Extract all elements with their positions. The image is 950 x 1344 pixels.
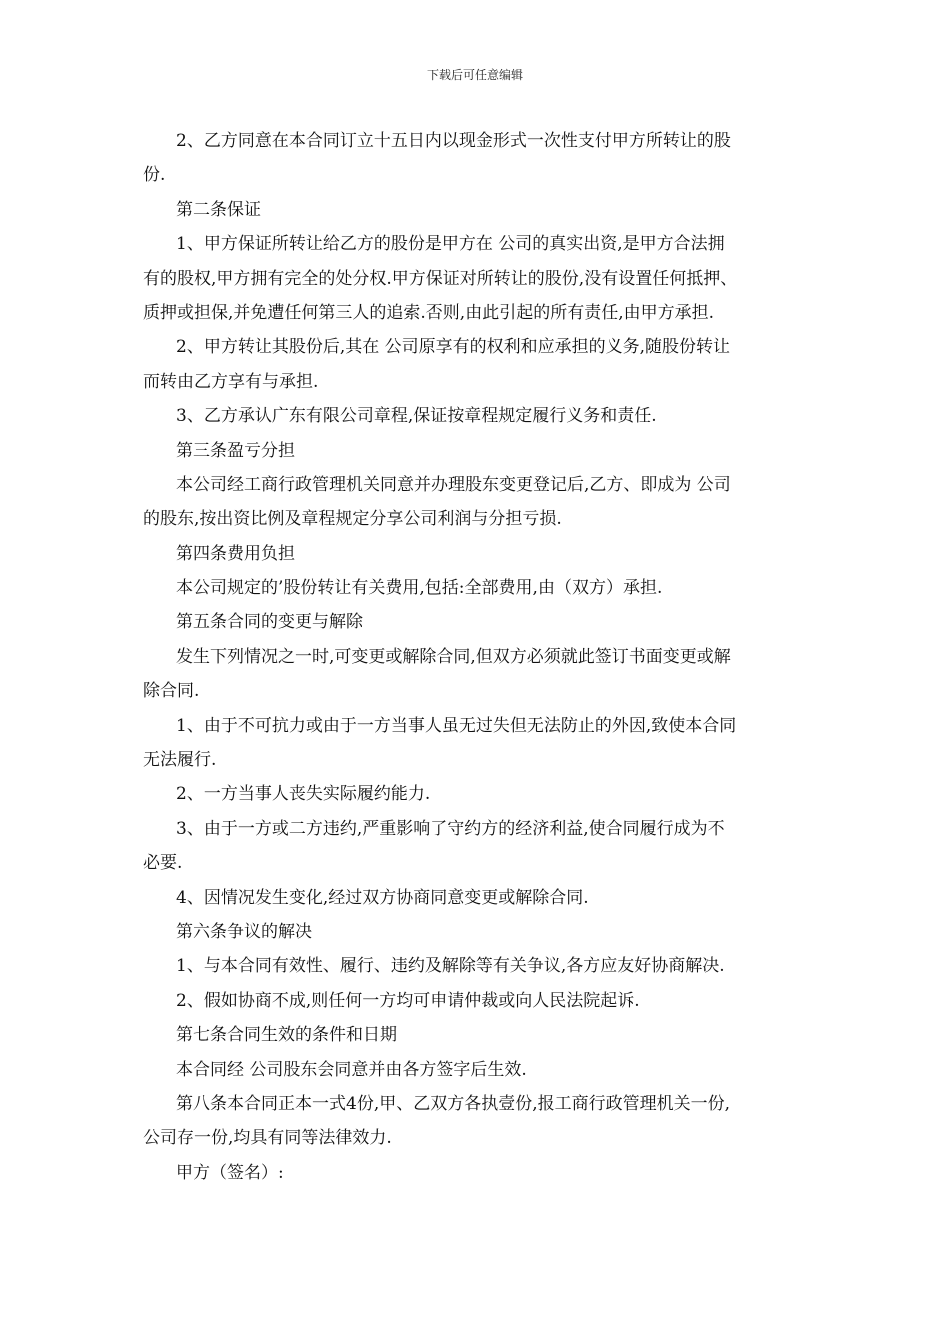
text-line: 的股东,按出资比例及章程规定分享公司利润与分担亏损. [143,509,562,530]
document-body [143,124,811,1190]
text-line: 公司存一份,均具有同等法律效力. [143,1128,392,1149]
text-line: 发生下列情况之一时,可变更或解除合同,但双方必须就此签订书面变更或解 [176,646,731,667]
text-line: 第七条合同生效的条件和日期 [176,1025,397,1046]
text-line: 除合同. [143,681,200,702]
text-line: 2、一方当事人丧失实际履约能力. [176,784,431,805]
text-line: 份. [143,165,166,186]
text-line: 质押或担保,并免遭任何第三人的追索.否则,由此引起的所有责任,由甲方承担. [143,302,715,323]
text-line: 第二条保证 [176,199,261,220]
text-line: 1、与本合同有效性、履行、违约及解除等有关争议,各方应友好协商解决. [176,956,725,977]
text-line: 1、甲方保证所转让给乙方的股份是甲方在 公司的真实出资,是甲方合法拥 [176,234,725,255]
text-line: 2、乙方同意在本合同订立十五日内以现金形式一次性支付甲方所转让的股 [176,131,731,151]
text-line: 2、假如协商不成,则任何一方均可申请仲裁或向人民法院起诉. [176,990,640,1011]
text-line: 甲方（签名）: [176,1162,284,1183]
text-line: 3、乙方承认广东有限公司章程,保证按章程规定履行义务和责任. [176,406,657,427]
text-line: 第八条本合同正本一式4份,甲、乙双方各执壹份,报工商行政管理机关一份, [176,1093,731,1114]
page-header: 下载后可任意编辑 [426,68,523,82]
text-line: 有的股权,甲方拥有完全的处分权.甲方保证对所转让的股份,没有设置任何抵押、 [143,268,738,289]
text-line: 1、由于不可抗力或由于一方当事人虽无过失但无法防止的外因,致使本合同 [176,715,737,736]
text-line: 无法履行. [143,750,217,771]
text-line: 第五条合同的变更与解除 [176,612,363,633]
text-line: 本公司规定的’股份转让有关费用,包括:全部费用,由（双方）承担. [176,578,663,599]
text-line: 3、由于一方或二方违约,严重影响了守约方的经济利益,使合同履行成为不 [176,818,725,839]
text-line: 4、因情况发生变化,经过双方协商同意变更或解除合同. [176,887,589,908]
text-line: 第六条争议的解决 [176,921,312,942]
text-line: 必要. [143,853,183,874]
text-line: 本公司经工商行政管理机关同意并办理股东变更登记后,乙方、即成为 公司 [176,474,731,495]
text-line: 而转由乙方享有与承担. [143,371,319,392]
text-line: 2、甲方转让其股份后,其在 公司原享有的权利和应承担的义务,随股份转让 [176,337,731,358]
text-line: 第三条盈亏分担 [176,440,295,461]
text-line: 本合同经 公司股东会同意并由各方签字后生效. [176,1059,527,1080]
text-line: 第四条费用负担 [176,543,295,564]
